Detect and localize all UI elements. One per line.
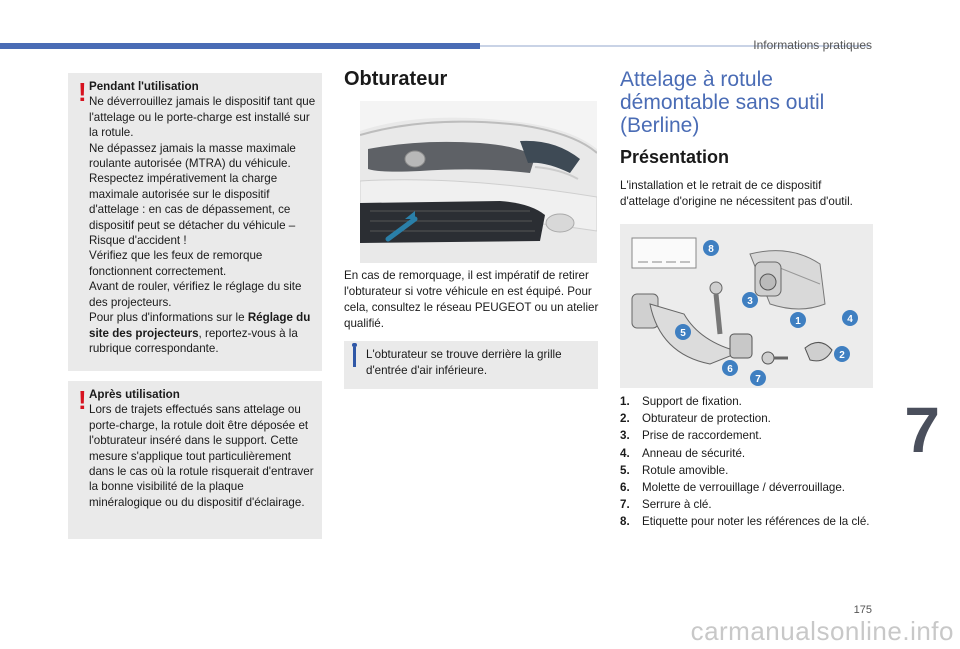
diagram-badge-label: 5 — [680, 328, 686, 339]
presentation-paragraph: L'installation et le retrait de ce dispositif d'attelage d'origine ne nécessitent pas d'outil. — [620, 179, 853, 208]
legend-item: 3. Prise de raccordement. — [620, 429, 762, 443]
watermark: carmanualsonline.info — [690, 616, 954, 646]
warning-line-reference: Pour plus d'informations sur le Réglage du site des projecteurs, reportez-vous à la rubrique correspondante. — [89, 311, 311, 355]
attelage-title: Attelage à rotule démontable sans outil (Berline) — [620, 68, 825, 137]
diagram-badge-6 — [722, 360, 738, 376]
warning-heading: Après utilisation — [89, 388, 180, 401]
info-box — [344, 341, 598, 389]
legend-item: 4. Anneau de sécurité. — [620, 446, 746, 460]
reference-link-text: Réglage du site des projecteurs — [89, 311, 311, 340]
diagram-badge-2 — [834, 346, 850, 362]
legend-item: 2. Obturateur de protection. — [620, 412, 771, 426]
diagram-badge-label: 7 — [755, 374, 761, 385]
info-icon-bar — [353, 347, 356, 367]
diagram-badge-label: 1 — [795, 316, 801, 327]
legend-item: 5. Rotule amovible. — [620, 463, 729, 477]
obturateur-paragraph: En cas de remorquage, il est impératif de retirer l'obturateur si votre véhicule en est équipé. Pour cela, consultez le réseau PEUGEOT ou un atelier qualifié. — [344, 269, 599, 330]
parts-legend — [620, 394, 870, 532]
legend-item: 8. Etiquette pour noter les références de la clé. — [620, 515, 870, 529]
diagram-badge-5 — [675, 324, 691, 340]
warning-text — [89, 387, 316, 510]
obturateur-title: Obturateur — [344, 68, 448, 90]
section-title: Informations pratiques — [753, 38, 872, 52]
car-front-illustration — [360, 101, 597, 263]
warning-box-after-use — [68, 381, 322, 539]
diagram-badge-label: 6 — [727, 364, 733, 375]
diagram-badge-4 — [842, 310, 858, 326]
exclamation-icon: ! — [78, 77, 87, 107]
presentation-title: Présentation — [620, 147, 730, 167]
diagram-badge-label: 2 — [839, 350, 845, 361]
warning-text — [89, 79, 316, 356]
warning-line: Ne dépassez jamais la masse maximale roulante autorisée (MTRA) du véhicule. — [89, 141, 296, 171]
warning-line: Ne déverrouillez jamais le dispositif tant que l'attelage ou le porte-charge est installé sur la rotule. — [89, 95, 316, 140]
warning-body: Lors de trajets effectués sans attelage ou porte-charge, la rotule doit être déposée et l'obturateur inséré dans le support. Cette mesure s'applique tout particulièrement dans le cas où la rotule risquerait d'entraver la bonne visibilité de la plaque minéralogique ou du dispositif d'éclairage. — [89, 403, 314, 509]
header-accent-bar — [0, 43, 480, 49]
towbar-diagram — [620, 224, 873, 388]
exclamation-icon: ! — [78, 385, 87, 415]
diagram-badge-7 — [750, 370, 766, 386]
legend-item: 6. Molette de verrouillage / déverrouillage. — [620, 480, 846, 494]
diagram-badge-3 — [742, 292, 758, 308]
legend-item: 7. Serrure à clé. — [620, 498, 712, 512]
page-number: 175 — [853, 604, 872, 616]
legend-item: 1. Support de fixation. — [620, 395, 742, 408]
warning-heading: Pendant l'utilisation — [89, 80, 199, 93]
info-text: L'obturateur se trouve derrière la grille d'entrée d'air inférieure. — [366, 348, 562, 377]
diagram-badge-8 — [703, 240, 719, 256]
chapter-number: 7 — [904, 394, 940, 466]
diagram-badge-label: 8 — [708, 244, 714, 255]
diagram-badge-label: 3 — [747, 296, 753, 307]
warning-line: Vérifiez que les feux de remorque fonctionnent correctement. — [89, 249, 263, 278]
warning-line: Respectez impérativement la charge maximale autorisée sur le dispositif d'attelage : en cas de dépassement, ce dispositif peut se détacher du véhicule – Risque d'accident ! — [89, 172, 296, 248]
diagram-badge-1 — [790, 312, 806, 328]
diagram-badge-label: 4 — [847, 314, 853, 325]
warning-box-usage — [68, 73, 322, 371]
warning-line: Avant de rouler, vérifiez le réglage du site des projecteurs. — [89, 280, 302, 309]
